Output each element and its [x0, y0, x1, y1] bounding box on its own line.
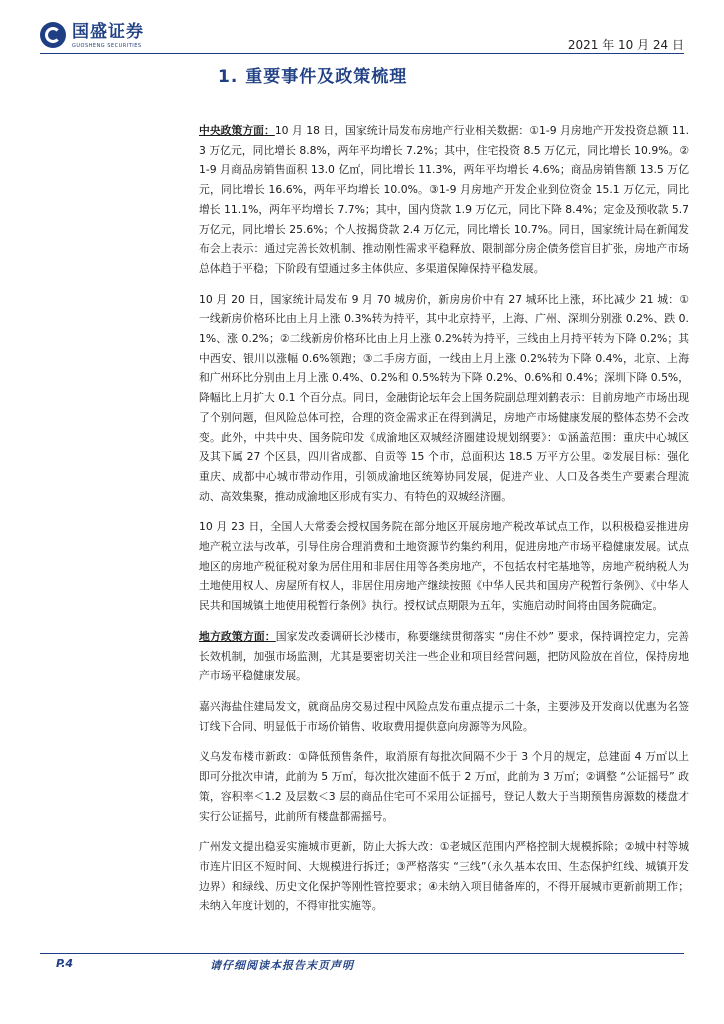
paragraph-guangzhou [199, 837, 689, 916]
brand-logo [40, 22, 200, 52]
paragraph-lead: 中央政策方面： [199, 124, 275, 137]
report-date: 2021 年 10 月 24 日 [567, 38, 684, 52]
section-title: 1. 重要事件及政策梳理 [218, 67, 408, 87]
paragraph-text: 国家发改委调研长沙楼市，称要继续贯彻落实 “房住不炒” 要求，保持调控定力，完善长效机制，加强市场监测，尤其是要密切关注一些企业和项目经营问题，把防风险放在首位，保持房地产市场平稳健康发展。 [199, 629, 689, 683]
paragraph-text: 10 月 20 日，国家统计局发布 9 月 70 城房价，新房房价中有 27 城环比上涨，环比减少 21 城：①一线新房价格环比由上月上涨 0.3%转为持平，其中北京持平，上海、广州、深圳分别涨 0.2%、跌 0.1%、涨 0.2%；②二线新房价格环比由上月上涨 0.2%转为持平，三线由上月持平转为下降 0.2%；其中西安、银川以涨幅 0.6%领跑；③二手房方面，一线由上月上涨 0.2%转为下降 0.4%，北京、上海和广州环比分别由上月上涨 0.4%、0.2%和 0.5%转为下降 0.2%、0.6%和 0.4%；深圳下降 0.5%，降幅比上月扩大 0.1 个百分点。同日，金融街论坛年会上国务院副总理刘鹤表示：目前房地产市场出现了个别问题，但风险总体可控，合理的资金需求正在得到满足，房地产市场健康发展的整体态势不会改变。此外，中共中央、国务院印发《成渝地区双城经济圈建设规划纲要》：①涵盖范围：重庆中心城区及其下属 27 个区县，四川省成都、自贡等 15 个市，总面积达 18.5 万平方公里。②发展目标：强化重庆、成都中心城市带动作用，引领成渝地区统筹协同发展，促进产业、人口及各类生产要素合理流动、高效集聚，推动成渝地区形成有实力、有特色的双城经济圈。 [199, 292, 689, 503]
paragraph-local-policy [199, 627, 689, 686]
paragraph-text: 10 月 18 日，国家统计局发布房地产行业相关数据：①1-9 月房地产开发投资总额 11.3 万亿元，同比增长 8.8%，两年平均增长 7.2%；其中，住宅投资 8.5 万亿元，同比增长 10.9%。②1-9 月商品房销售面积 13.0 亿㎡，同比增长 11.3%，两年平均增长 4.6%；商品房销售额 13.5 万亿元，同比增长 16.6%，两年平均增长 10.0%。③1-9 月房地产开发企业到位资金 15.1 万亿元，同比增长 11.1%，两年平均增长 7.7%；其中，国内贷款 1.9 万亿元，同比下降 8.4%；定金及预收款 5.7 万亿元，同比增长 25.6%；个人按揭贷款 2.4 万亿元，同比增长 10.7%。同日，国家统计局在新闻发布会上表示：通过完善长效机制、推动刚性需求平稳释放、限制部分房企债务偿盲目扩张，房地产市场总体趋于平稳；下阶段有望通过多主体供应、多渠道保障保持平稳发展。 [199, 124, 690, 275]
paragraph-text: 广州发文提出稳妥实施城市更新，防止大拆大改：①老城区范围内严格控制大规模拆除；②城中村等城市连片旧区不短时间、大规模进行拆迁；③严格落实 “三线”（永久基本农田、生态保护红线、城镇开发边界）和绿线、历史文化保护等刚性管控要求；④未纳入项目储备库的，不得开展城市更新前期工作；未纳入年度计划的，不得审批实施等。 [199, 840, 689, 913]
paragraph-home-prices [199, 290, 689, 507]
footer-divider [40, 953, 684, 954]
paragraph-property-tax [199, 517, 689, 616]
header-divider [40, 53, 684, 54]
paragraph-yiwu [199, 747, 689, 826]
page-number: P.4 [56, 957, 74, 970]
logo-icon [40, 22, 66, 48]
paragraph-jiaxing [199, 697, 689, 736]
paragraph-central-policy [199, 121, 689, 279]
paragraph-text: 义乌发布楼市新政：①降低预售条件，取消原有每批次间隔不少于 3 个月的规定，总建面 4 万㎡以上即可分批次申请，此前为 5 万㎡，每次批次建面不低于 2 万㎡，此前为 3 万㎡；②调整 “公证摇号” 政策，容积率＜1.2 及层数＜3 层的商品住宅可不采用公证摇号，登记人数大于当期预售房源数的楼盘才实行公证摇号，此前所有楼盘都需摇号。 [199, 750, 690, 823]
paragraph-lead: 地方政策方面： [199, 629, 276, 643]
paragraph-text: 10 月 23 日，全国人大常委会授权国务院在部分地区开展房地产税改革试点工作，以积极稳妥推进房地产税立法与改革，引导住房合理消费和土地资源节约集约利用，促进房地产市场平稳健康发展。试点地区的房地产税征税对象为居住用和非居住用等各类房地产，不包括农村宅基地等，房地产税纳税人为土地使用权人、房屋所有权人，非居住用房地产继续按照《中华人民共和国房产税暂行条例》、《中华人民共和国城镇土地使用税暂行条例》执行。授权试点期限为五年，实施启动时间将由国务院确定。 [199, 520, 689, 613]
logo-text: 国盛证券 [72, 22, 144, 42]
footer-disclaimer: 请仔细阅读本报告末页声明 [210, 959, 354, 972]
logo-subtext: GUOSHENG SECURITIES [72, 43, 142, 49]
paragraph-text: 嘉兴海盐住建局发文，就商品房交易过程中风险点发布重点提示二十条，主要涉及开发商以优惠为名签订线下合同、明显低于市场价销售、收取费用提供意向房源等为风险。 [199, 699, 689, 733]
body-content [199, 121, 689, 927]
